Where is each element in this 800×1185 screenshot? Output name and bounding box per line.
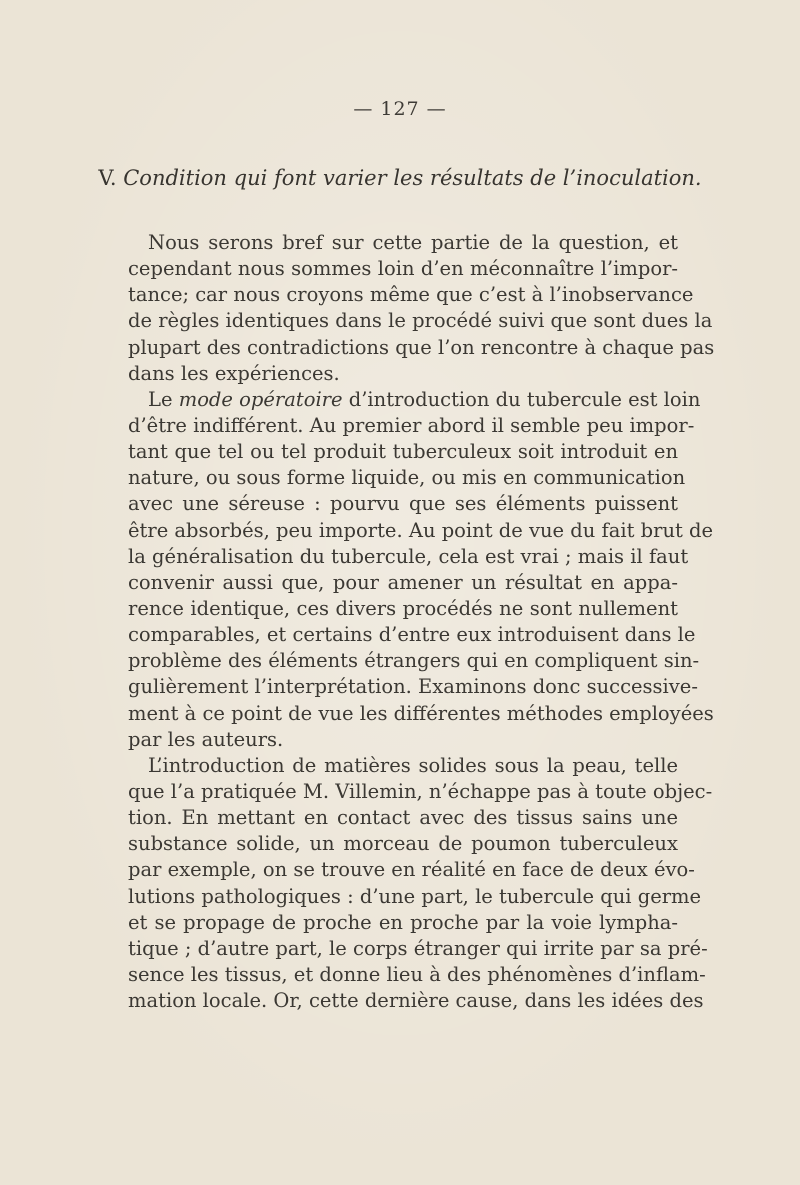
text-line: tion. En mettant en contact avec des tissus sains une xyxy=(128,806,678,830)
text-line: tant que tel ou tel produit tuberculeux soit introduit en xyxy=(128,440,678,464)
text-line: tance; car nous croyons même que c’est à l’inobservance xyxy=(128,283,694,307)
text-line: convenir aussi que, pour amener un résultat en appa- xyxy=(128,570,678,594)
text-line: par les auteurs. xyxy=(128,727,284,751)
italic-term: mode opératoire xyxy=(178,387,343,411)
text-line: avec une séreuse : pourvu que ses éléments puissent xyxy=(128,492,678,516)
text-segment: d’introduction du tubercule est loin xyxy=(342,387,701,411)
text-line: Nous serons bref sur cette partie de la question, et xyxy=(148,231,678,254)
text-line: nature, ou sous forme liquide, ou mis en communication xyxy=(128,466,686,490)
text-line: dans les expériences. xyxy=(128,361,340,385)
body-text xyxy=(128,230,715,1014)
text-line xyxy=(128,387,701,413)
text-line: d’être indifférent. Au premier abord il semble peu impor- xyxy=(128,413,695,437)
text-line: être absorbés, peu importe. Au point de vue du fait brut de xyxy=(128,518,714,542)
text-line: ment à ce point de vue les différentes méthodes employées xyxy=(128,701,714,725)
text-line: de règles identiques dans le procédé suivi que sont dues la xyxy=(128,309,713,333)
text-line: rence identique, ces divers procédés ne sont nullement xyxy=(128,596,678,620)
text-line: lutions pathologiques : d’une part, le tubercule qui germe xyxy=(128,884,702,908)
text-line: problème des éléments étrangers qui en compliquent sin- xyxy=(128,649,700,673)
text-line: plupart des contradictions que l’on rencontre à chaque pas xyxy=(128,335,715,359)
text-line: substance solide, un morceau de poumon tuberculeux xyxy=(128,832,678,856)
text-line: comparables, et certains d’entre eux introduisent dans le xyxy=(128,623,696,647)
text-line: par exemple, on se trouve en réalité en face de deux évo- xyxy=(128,858,695,882)
text-line: gulièrement l’interprétation. Examinons donc successive- xyxy=(128,675,698,699)
text-line: et se propage de proche en proche par la voie lympha- xyxy=(128,910,678,934)
section-title: Condition qui font varier les résultats de l’inoculation. xyxy=(123,166,702,190)
text-line: que l’a pratiquée M. Villemin, n’échappe pas à toute objec- xyxy=(128,779,713,803)
text-segment: Le xyxy=(148,387,179,411)
text-line: cependant nous sommes loin d’en méconnaître l’impor- xyxy=(128,257,678,281)
section-number: V. xyxy=(98,166,117,190)
text-line: L’introduction de matières solides sous la peau, telle xyxy=(148,753,678,777)
text-line: sence les tissus, et donne lieu à des phénomènes d’inflam- xyxy=(128,962,706,986)
text-line: tique ; d’autre part, le corps étranger qui irrite par sa pré- xyxy=(128,936,708,960)
text-line: mation locale. Or, cette dernière cause, dans les idées des xyxy=(128,989,704,1013)
text-line: la généralisation du tubercule, cela est vrai ; mais il faut xyxy=(128,544,689,568)
section-heading xyxy=(0,166,800,190)
page-number: — 127 — xyxy=(353,98,447,120)
